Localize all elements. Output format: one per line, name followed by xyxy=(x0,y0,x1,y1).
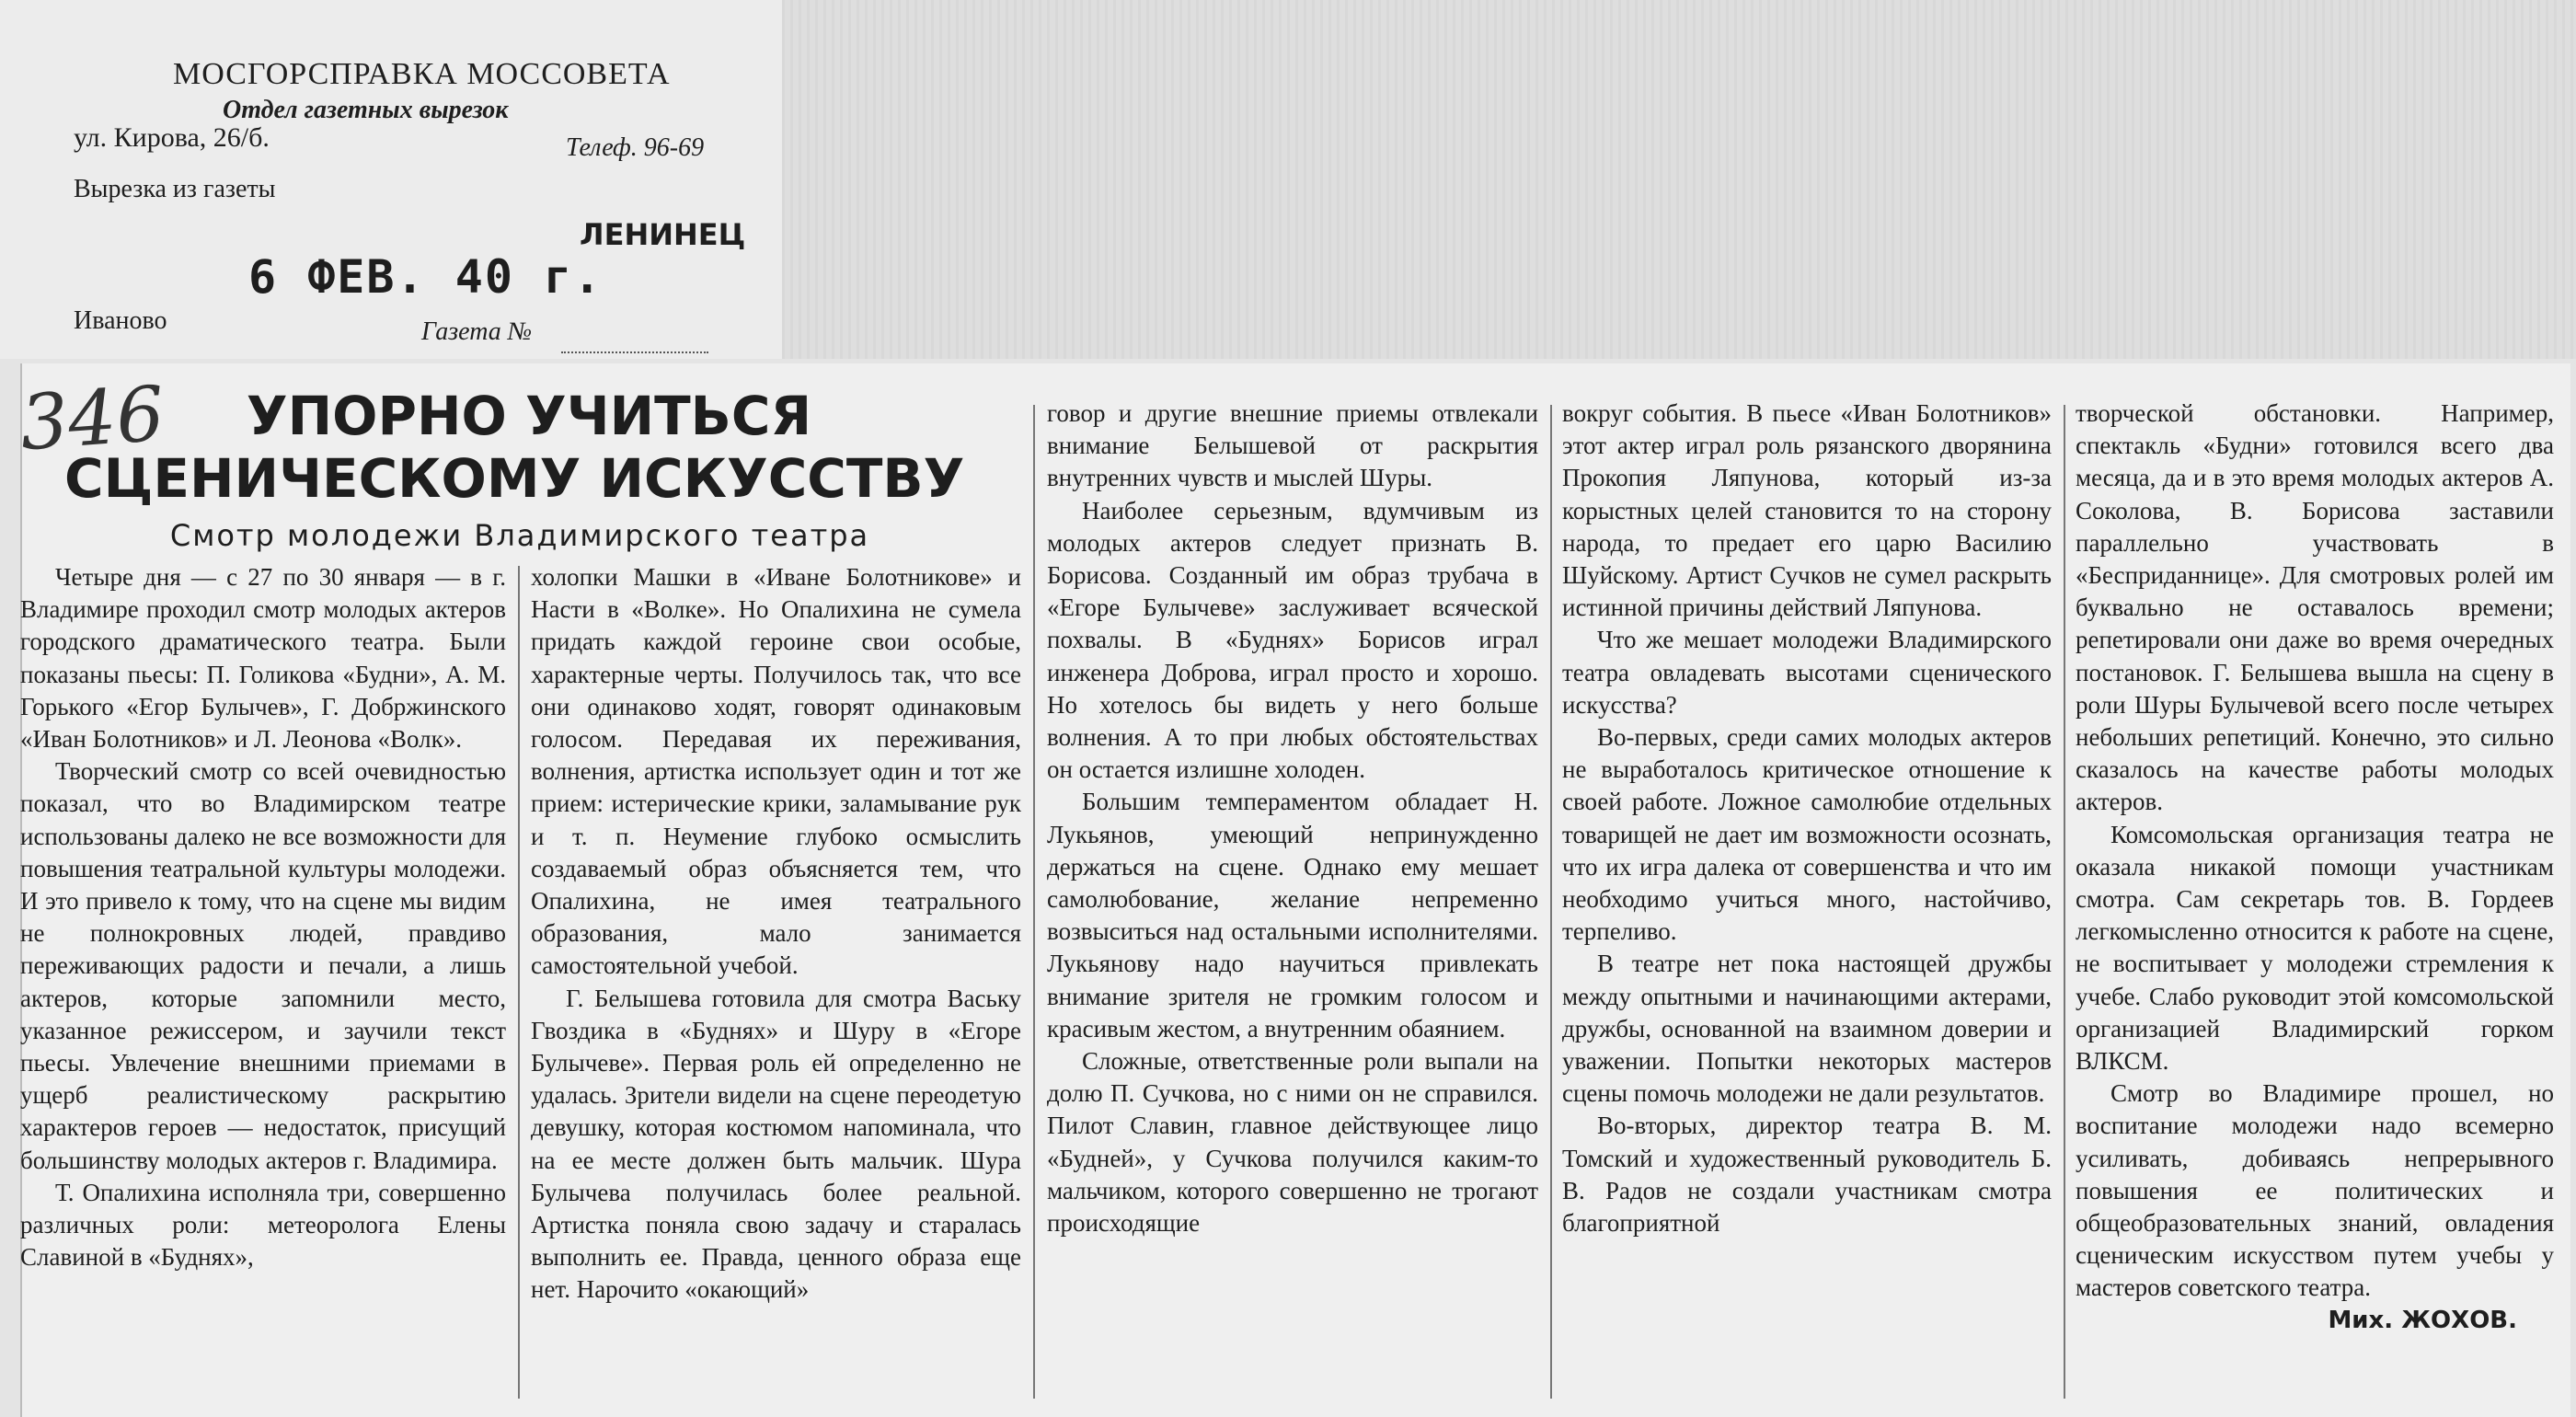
date-stamp: 6 ФЕВ. 40 г. xyxy=(248,250,604,304)
label-org: МОСГОРСПРАВКА МОССОВЕТА xyxy=(173,57,671,91)
col4-paragraph-4: В театре нет пока настоящей дружбы между опытными и начинающими актерами, дружбы, основанной на взаимном доверии и уважении. Попытки некоторых мастеров сцены помочь молодежи не дали результатов. xyxy=(1562,950,2052,1108)
col1-paragraph-1: Четыре дня — с 27 по 30 января — в г. Владимире проходил смотр молодых актеров городского драматического театра. Были показаны пьесы: П. Голикова «Будни», А. М. Горького «Егор Булычев», Г. Добржинского «Иван Болотников» и Л. Леонова «Волк». xyxy=(20,563,506,754)
headline-line-1: УПОРНО УЧИТЬСЯ xyxy=(246,385,812,447)
label-city: Иваново xyxy=(74,306,167,335)
column-rule-1 xyxy=(518,566,520,1399)
col4-paragraph-5: Во-вторых, директор театра В. М. Томский и художественный руководитель Б. В. Радов не создали участникам смотра благоприятной xyxy=(1562,1112,2052,1238)
col2-paragraph-1: холопки Машки в «Иване Болотникове» и Насти в «Волке». Но Опалихина не сумела придать каждой героине свои особые, характерные черты. Получилось так, что все они одинаково ходят, говорят одинаковым голосом. Передавая их переживания, волнения, артистка использует один и тот же прием: истерические крики, заламывание рук и т. п. Неумение глубоко осмыслить создаваемый образ объясняется тем, что Опалихина, не имея театрального образования, мало занимается самостоятельной учебой. xyxy=(531,563,1021,980)
col1-paragraph-2: Творческий смотр со всей очевидностью показал, что во Владимирском театре использованы далеко не все возможности для повышения театральной культуры молодежи. И это привело к тому, что на сцене мы видим не полнокровных людей, правдиво переживающих радости и печали, а лишь актеров, которые запомнили место, указанное режиссером, и заучили текст пьесы. Увлечение внешними приемами в ущерб реалистическому раскрытию характеров героев — недостаток, присущий большинству молодых актеров г. Владимира. xyxy=(20,757,506,1174)
col5-paragraph-1: творческой обстановки. Например, спектакль «Будни» готовился всего два месяца, да и в это время молодых актеров А. Соколова, В. Борисова заставили параллельно участвовать в «Бесприданнице». Для смотровых ролей им буквально не оставалось времени; репетировали они даже во время очередных постановок. Г. Белышева вышла на сцену в роли Шуры Булычевой всего после четырех небольших репетиций. Конечно, это сильно сказалось на качестве работы молодых актеров. xyxy=(2076,399,2554,816)
dotted-line xyxy=(561,351,708,353)
article-column-2 xyxy=(531,561,1021,1307)
col4-paragraph-1: вокруг события. В пьесе «Иван Болотников» этот актер играл роль рязанского дворянина Прокопия Ляпунова, который из-за корыстных целей становится то на сторону народа, то предает его царю Василию Шуйскому. Артист Сучков не сумел раскрыть истинной причины действий Ляпунова. xyxy=(1562,399,2052,622)
column-rule-4 xyxy=(2064,405,2065,1399)
label-clip-from: Вырезка из газеты xyxy=(74,175,276,203)
col3-paragraph-1: говор и другие внешние приемы отвлекали внимание Белышевой от раскрытия внутренних чувств и мыслей Шуры. xyxy=(1047,399,1538,492)
col5-paragraph-3: Смотр во Владимире прошел, но воспитание молодежи надо всемерно усиливать, добиваясь непрерывного повышения ее политических и общеобразовательных знаний, овладения сценическим искусством путем учебы у мастеров советского театра. xyxy=(2076,1079,2554,1302)
col1-paragraph-3: Т. Опалихина исполняла три, совершенно различных роли: метеоролога Елены Славиной в «Буднях», xyxy=(20,1178,506,1272)
col3-paragraph-2: Наиболее серьезным, вдумчивым из молодых актеров следует признать В. Борисова. Созданный им образ трубача в «Егоре Булычеве» заслуживает всяческой похвалы. В «Буднях» Борисов играл инженера Доброва, играл просто и хорошо. Но хотелось бы видеть у него больше волнения. А то при любых обстоятельствах он остается излишне холоден. xyxy=(1047,496,1538,784)
col4-paragraph-2: Что же мешает молодежи Владимирского театра овладевать высотами сценического искусства? xyxy=(1562,626,2052,719)
column-rule-2 xyxy=(1033,405,1035,1399)
col3-paragraph-3: Большим темпераментом обладает Н. Лукьянов, умеющий непринужденно держаться на сцене. Однако ему мешает самолюбование, желание непременно возвыситься над остальными исполнителями. Лукьянову надо научиться привлекать внимание зрителя не громким голосом и красивым жестом, а внутренним обаянием. xyxy=(1047,788,1538,1043)
clipping-label xyxy=(0,0,782,359)
author-signature: Мих. ЖОХОВ. xyxy=(2328,1306,2517,1334)
handwritten-number: 346 xyxy=(17,370,167,468)
col2-paragraph-2: Г. Белышева готовила для смотра Ваську Гвоздика в «Буднях» и Шуру в «Егоре Булычеве». Первая роль ей определенно не удалась. Зрители видели на сцене переодетую девушку, которая костюмом напоминала, что на ее месте должен быть мальчик. Шура Булычева получилась более реальной. Артистка поняла свою задачу и старалась выполнить ее. Правда, ценного образа еще нет. Нарочито «окающий» xyxy=(531,984,1021,1304)
headline-line-2: СЦЕНИЧЕСКОМУ ИСКУССТВУ xyxy=(64,447,965,510)
article-column-3 xyxy=(1047,397,1538,1239)
article-column-5 xyxy=(2076,397,2554,1337)
col3-paragraph-4: Сложные, ответственные роли выпали на долю П. Сучкова, но с ними он не справился. Пилот Славин, главное действующее лицо «Будней», у Сучкова получился каким-то мальчиком, которого совершенно не трогают происходящие xyxy=(1047,1047,1538,1238)
article-column-4 xyxy=(1562,397,2052,1239)
col5-paragraph-2: Комсомольская организация театра не оказала никакой помощи участникам смотра. Сам секретарь тов. В. Гордеев легкомысленно относится к работе на сцене, не воспитывает у молодежи стремления к учебе. Слабо руководит этой комсомольской организацией Владимирский горком ВЛКСМ. xyxy=(2076,820,2554,1076)
column-rule-3 xyxy=(1550,405,1552,1399)
subheadline: Смотр молодежи Владимирского театра xyxy=(169,518,870,553)
col4-paragraph-3: Во-первых, среди самих молодых актеров не выработалось критическое отношение к своей работе. Ложное самолюбие отдельных товарищей не дает им возможности осознать, что их игра далека от совершенства и что им необходимо учиться много, настойчиво, терпеливо. xyxy=(1562,723,2052,946)
label-address: ул. Кирова, 26/б. xyxy=(74,122,270,153)
label-newspaper: ЛЕНИНЕЦ xyxy=(580,217,746,252)
background-paper xyxy=(782,0,2576,359)
label-gazette-no: Газета № xyxy=(421,317,533,346)
article-column-1 xyxy=(20,561,506,1273)
label-dept: Отдел газетных вырезок xyxy=(223,96,509,124)
label-phone: Телеф. 96-69 xyxy=(566,133,705,162)
